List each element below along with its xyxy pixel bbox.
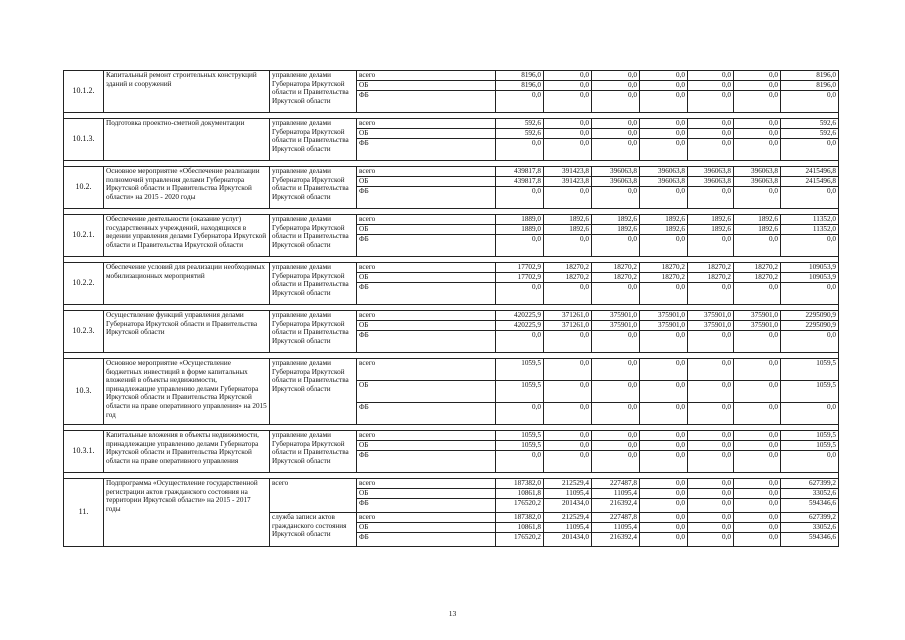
value-year-4: 396063,8: [640, 177, 688, 187]
funding-source: ФБ: [357, 533, 496, 547]
funding-source: всего: [357, 359, 496, 381]
item-number: 10.2.: [64, 167, 104, 209]
value-year-2: 18270,2: [544, 273, 592, 283]
funding-source: ФБ: [357, 331, 496, 353]
value-year-3: 0,0: [592, 129, 640, 139]
value-year-2: 1892,6: [544, 215, 592, 225]
value-year-6: 0,0: [734, 513, 781, 523]
value-year-4: 1892,6: [640, 215, 688, 225]
value-year-3: 375901,0: [592, 321, 640, 331]
value-total: 2295090,9: [781, 311, 839, 321]
value-year-5: 0,0: [688, 91, 734, 113]
value-year-6: 0,0: [734, 403, 781, 425]
value-year-2: 0,0: [544, 91, 592, 113]
item-description: Подпрограмма «Осуществление государственной регистрации актов гражданского состояния на территории Иркутской области» на 2015 - 2017 годы: [104, 479, 270, 547]
responsible-executor: управление делами Губернатора Иркутской области и Правительства Иркутской области: [270, 71, 357, 113]
value-year-4: 0,0: [640, 523, 688, 533]
item-number: 10.2.2.: [64, 263, 104, 305]
value-year-2: 0,0: [544, 235, 592, 257]
value-year-2: 0,0: [544, 441, 592, 451]
value-year-1: 1889,0: [496, 225, 544, 235]
value-total: 0,0: [781, 139, 839, 161]
value-total: 109053,9: [781, 263, 839, 273]
budget-table-body: [64, 71, 839, 547]
value-year-5: 0,0: [688, 283, 734, 305]
value-year-4: 0,0: [640, 451, 688, 473]
value-year-6: 1892,6: [734, 215, 781, 225]
item-description: Подготовка проектно-сметной документации: [104, 119, 270, 161]
value-year-5: 0,0: [688, 479, 734, 489]
funding-source: всего: [357, 71, 496, 81]
value-year-2: 212529,4: [544, 479, 592, 489]
value-year-2: 201434,0: [544, 499, 592, 513]
value-year-4: 0,0: [640, 489, 688, 499]
value-year-1: 592,6: [496, 129, 544, 139]
value-year-5: 375901,0: [688, 321, 734, 331]
value-total: 2415496,8: [781, 167, 839, 177]
value-year-6: 18270,2: [734, 273, 781, 283]
value-total: 592,6: [781, 129, 839, 139]
funding-source: ОБ: [357, 441, 496, 451]
value-year-5: 0,0: [688, 533, 734, 547]
value-year-2: 0,0: [544, 119, 592, 129]
funding-source: ОБ: [357, 523, 496, 533]
value-total: 0,0: [781, 235, 839, 257]
value-total: 0,0: [781, 91, 839, 113]
funding-source: ОБ: [357, 489, 496, 499]
table-row: [64, 167, 839, 177]
value-year-3: 0,0: [592, 359, 640, 381]
value-year-3: 227487,8: [592, 479, 640, 489]
value-year-1: 0,0: [496, 403, 544, 425]
value-year-5: 0,0: [688, 381, 734, 403]
value-year-6: 0,0: [734, 119, 781, 129]
funding-source: ОБ: [357, 381, 496, 403]
item-number: 10.1.3.: [64, 119, 104, 161]
item-number: 10.1.2.: [64, 71, 104, 113]
value-year-2: 0,0: [544, 187, 592, 209]
value-year-5: 0,0: [688, 81, 734, 91]
value-year-6: 18270,2: [734, 263, 781, 273]
value-year-4: 0,0: [640, 139, 688, 161]
value-year-4: 0,0: [640, 403, 688, 425]
value-year-3: 0,0: [592, 441, 640, 451]
value-year-5: 0,0: [688, 139, 734, 161]
funding-source: всего: [357, 167, 496, 177]
value-year-2: 0,0: [544, 381, 592, 403]
value-year-4: 0,0: [640, 381, 688, 403]
funding-source: ОБ: [357, 129, 496, 139]
value-total: 594346,6: [781, 533, 839, 547]
funding-source: ФБ: [357, 403, 496, 425]
value-year-3: 216392,4: [592, 533, 640, 547]
value-year-2: 0,0: [544, 431, 592, 441]
funding-source: ОБ: [357, 225, 496, 235]
funding-source: ОБ: [357, 177, 496, 187]
value-total: 8196,0: [781, 71, 839, 81]
value-year-1: 592,6: [496, 119, 544, 129]
value-year-1: 8196,0: [496, 71, 544, 81]
value-year-1: 176520,2: [496, 499, 544, 513]
value-year-4: 0,0: [640, 81, 688, 91]
value-total: 1059,5: [781, 431, 839, 441]
value-year-5: 0,0: [688, 403, 734, 425]
value-year-3: 0,0: [592, 91, 640, 113]
value-year-6: 0,0: [734, 479, 781, 489]
budget-table: [63, 70, 839, 547]
value-year-5: 1892,6: [688, 225, 734, 235]
value-year-1: 0,0: [496, 187, 544, 209]
value-year-1: 1059,5: [496, 381, 544, 403]
value-year-1: 0,0: [496, 139, 544, 161]
value-year-2: 201434,0: [544, 533, 592, 547]
value-year-3: 0,0: [592, 331, 640, 353]
funding-source: ФБ: [357, 235, 496, 257]
value-year-4: 0,0: [640, 431, 688, 441]
item-description: Основное мероприятие «Осуществление бюджетных инвестиций в форме капитальных вложений в объекты недвижимости, принадлежащие управлению делами Губернатора Иркутской области и Правительства Иркутской области на праве оперативного управления» на 2015 год: [104, 359, 270, 425]
value-year-4: 18270,2: [640, 273, 688, 283]
table-row: [64, 479, 839, 489]
value-year-3: 0,0: [592, 71, 640, 81]
item-number: 10.2.3.: [64, 311, 104, 353]
value-year-4: 0,0: [640, 499, 688, 513]
responsible-executor: управление делами Губернатора Иркутской области и Правительства Иркутской области: [270, 215, 357, 257]
value-year-4: 0,0: [640, 187, 688, 209]
funding-source: всего: [357, 479, 496, 489]
item-description: Капитальные вложения в объекты недвижимости, принадлежащие управлению делами Губернатора Иркутской области и Правительства Иркутской области на праве оперативного управления: [104, 431, 270, 473]
value-total: 1059,5: [781, 441, 839, 451]
table-row: [64, 431, 839, 441]
value-year-2: 18270,2: [544, 263, 592, 273]
value-year-4: 0,0: [640, 479, 688, 489]
value-year-6: 0,0: [734, 129, 781, 139]
table-row: [64, 263, 839, 273]
value-year-1: 0,0: [496, 235, 544, 257]
value-year-6: 0,0: [734, 533, 781, 547]
value-year-5: 0,0: [688, 359, 734, 381]
value-year-2: 11095,4: [544, 489, 592, 499]
value-total: 2295090,9: [781, 321, 839, 331]
value-total: 1059,5: [781, 359, 839, 381]
value-year-2: 0,0: [544, 71, 592, 81]
value-year-6: 0,0: [734, 489, 781, 499]
item-number: 10.3.1.: [64, 431, 104, 473]
value-year-4: 0,0: [640, 331, 688, 353]
value-year-1: 1059,5: [496, 441, 544, 451]
funding-source: ОБ: [357, 81, 496, 91]
value-year-2: 391423,8: [544, 167, 592, 177]
value-year-4: 375901,0: [640, 321, 688, 331]
value-year-4: 0,0: [640, 129, 688, 139]
value-year-2: 0,0: [544, 129, 592, 139]
value-year-4: 0,0: [640, 235, 688, 257]
table-row: [64, 71, 839, 81]
value-year-1: 10861,8: [496, 523, 544, 533]
value-year-2: 371261,0: [544, 311, 592, 321]
value-year-5: 0,0: [688, 513, 734, 523]
value-year-5: 375901,0: [688, 311, 734, 321]
value-year-5: 0,0: [688, 129, 734, 139]
value-year-5: 18270,2: [688, 273, 734, 283]
responsible-executor: служба записи актов гражданского состояния Иркутской области: [270, 513, 357, 547]
value-year-2: 0,0: [544, 331, 592, 353]
value-year-3: 0,0: [592, 403, 640, 425]
value-year-1: 0,0: [496, 91, 544, 113]
funding-source: ФБ: [357, 187, 496, 209]
value-year-2: 0,0: [544, 283, 592, 305]
value-year-4: 0,0: [640, 533, 688, 547]
value-year-3: 227487,8: [592, 513, 640, 523]
value-total: 11352,0: [781, 215, 839, 225]
funding-source: ФБ: [357, 91, 496, 113]
value-year-1: 17702,9: [496, 263, 544, 273]
value-year-6: 0,0: [734, 187, 781, 209]
value-total: 2415496,8: [781, 177, 839, 187]
value-year-5: 396063,8: [688, 177, 734, 187]
value-year-2: 0,0: [544, 359, 592, 381]
value-total: 0,0: [781, 187, 839, 209]
funding-source: ФБ: [357, 499, 496, 513]
funding-source: ФБ: [357, 139, 496, 161]
value-year-3: 0,0: [592, 139, 640, 161]
value-year-6: 375901,0: [734, 321, 781, 331]
responsible-executor: управление делами Губернатора Иркутской области и Правительства Иркутской области: [270, 359, 357, 425]
value-year-1: 187382,0: [496, 513, 544, 523]
value-year-5: 18270,2: [688, 263, 734, 273]
funding-source: ОБ: [357, 273, 496, 283]
value-year-6: 0,0: [734, 381, 781, 403]
item-number: 10.3.: [64, 359, 104, 425]
value-year-5: 0,0: [688, 119, 734, 129]
table-row: [64, 359, 839, 381]
item-description: Основное мероприятие «Обеспечение реализации полномочий управления делами Губернатора Иркутской области и Правительства Иркутской области» на 2015 - 2020 годы: [104, 167, 270, 209]
funding-source: всего: [357, 263, 496, 273]
value-year-6: 0,0: [734, 331, 781, 353]
value-total: 0,0: [781, 283, 839, 305]
value-year-5: 0,0: [688, 71, 734, 81]
page-number: 13: [448, 609, 457, 618]
responsible-executor: управление делами Губернатора Иркутской области и Правительства Иркутской области: [270, 263, 357, 305]
value-year-2: 0,0: [544, 451, 592, 473]
value-year-1: 439817,8: [496, 167, 544, 177]
responsible-executor: управление делами Губернатора Иркутской области и Правительства Иркутской области: [270, 167, 357, 209]
value-year-2: 11095,4: [544, 523, 592, 533]
item-number: 10.2.1.: [64, 215, 104, 257]
value-year-3: 396063,8: [592, 167, 640, 177]
value-total: 594346,6: [781, 499, 839, 513]
funding-source: ФБ: [357, 283, 496, 305]
funding-source: всего: [357, 513, 496, 523]
value-year-6: 0,0: [734, 81, 781, 91]
funding-source: ФБ: [357, 451, 496, 473]
value-total: 627399,2: [781, 479, 839, 489]
value-total: 0,0: [781, 451, 839, 473]
value-year-5: 1892,6: [688, 215, 734, 225]
value-year-6: 396063,8: [734, 167, 781, 177]
value-year-3: 375901,0: [592, 311, 640, 321]
responsible-executor: управление делами Губернатора Иркутской области и Правительства Иркутской области: [270, 119, 357, 161]
item-description: Капитальный ремонт строительных конструкций зданий и сооружений: [104, 71, 270, 113]
value-year-3: 0,0: [592, 431, 640, 441]
value-total: 1059,5: [781, 381, 839, 403]
value-total: 0,0: [781, 331, 839, 353]
value-year-1: 8196,0: [496, 81, 544, 91]
value-year-2: 212529,4: [544, 513, 592, 523]
value-year-6: 0,0: [734, 431, 781, 441]
value-year-3: 11095,4: [592, 523, 640, 533]
value-year-5: 0,0: [688, 451, 734, 473]
value-year-3: 0,0: [592, 283, 640, 305]
value-year-6: 375901,0: [734, 311, 781, 321]
value-year-3: 0,0: [592, 381, 640, 403]
value-total: 33052,6: [781, 523, 839, 533]
item-number: 11.: [64, 479, 104, 547]
value-year-1: 1059,5: [496, 431, 544, 441]
value-year-3: 216392,4: [592, 499, 640, 513]
value-year-5: 396063,8: [688, 167, 734, 177]
value-year-4: 0,0: [640, 71, 688, 81]
funding-source: всего: [357, 311, 496, 321]
value-year-6: 0,0: [734, 91, 781, 113]
value-year-3: 396063,8: [592, 177, 640, 187]
value-year-3: 18270,2: [592, 273, 640, 283]
value-year-6: 0,0: [734, 441, 781, 451]
value-total: 109053,9: [781, 273, 839, 283]
item-description: Обеспечение деятельности (оказание услуг) государственных учреждений, находящихся в ведении управления делами Губернатора Иркутской области и Правительства Иркутской области: [104, 215, 270, 257]
value-year-4: 375901,0: [640, 311, 688, 321]
responsible-executor: управление делами Губернатора Иркутской области и Правительства Иркутской области: [270, 431, 357, 473]
value-year-4: 0,0: [640, 441, 688, 451]
value-year-1: 0,0: [496, 451, 544, 473]
value-total: 0,0: [781, 403, 839, 425]
value-year-5: 0,0: [688, 235, 734, 257]
value-year-2: 371261,0: [544, 321, 592, 331]
value-year-3: 18270,2: [592, 263, 640, 273]
value-year-6: 1892,6: [734, 225, 781, 235]
value-year-4: 18270,2: [640, 263, 688, 273]
value-total: 627399,2: [781, 513, 839, 523]
item-description: Осуществление функций управления делами Губернатора Иркутской области и Правительства Иркутской области: [104, 311, 270, 353]
value-year-1: 1059,5: [496, 359, 544, 381]
value-year-5: 0,0: [688, 489, 734, 499]
value-year-4: 0,0: [640, 119, 688, 129]
table-row: [64, 311, 839, 321]
value-year-6: 0,0: [734, 139, 781, 161]
value-year-1: 17702,9: [496, 273, 544, 283]
value-year-3: 0,0: [592, 187, 640, 209]
value-year-4: 1892,6: [640, 225, 688, 235]
value-year-5: 0,0: [688, 523, 734, 533]
value-year-3: 0,0: [592, 119, 640, 129]
value-year-4: 0,0: [640, 359, 688, 381]
funding-source: ОБ: [357, 321, 496, 331]
table-row: [64, 215, 839, 225]
value-total: 11352,0: [781, 225, 839, 235]
value-year-6: 0,0: [734, 283, 781, 305]
funding-source: всего: [357, 215, 496, 225]
value-total: 33052,6: [781, 489, 839, 499]
value-year-4: 0,0: [640, 91, 688, 113]
value-year-5: 0,0: [688, 331, 734, 353]
value-total: 8196,0: [781, 81, 839, 91]
value-year-3: 0,0: [592, 81, 640, 91]
value-total: 592,6: [781, 119, 839, 129]
value-year-6: 396063,8: [734, 177, 781, 187]
value-year-1: 420225,9: [496, 311, 544, 321]
value-year-3: 11095,4: [592, 489, 640, 499]
value-year-4: 0,0: [640, 283, 688, 305]
value-year-6: 0,0: [734, 451, 781, 473]
value-year-1: 439817,8: [496, 177, 544, 187]
table-row: [64, 119, 839, 129]
value-year-2: 0,0: [544, 81, 592, 91]
value-year-3: 0,0: [592, 235, 640, 257]
value-year-6: 0,0: [734, 235, 781, 257]
responsible-executor: управление делами Губернатора Иркутской области и Правительства Иркутской области: [270, 311, 357, 353]
value-year-1: 0,0: [496, 283, 544, 305]
value-year-1: 0,0: [496, 331, 544, 353]
value-year-6: 0,0: [734, 523, 781, 533]
value-year-5: 0,0: [688, 441, 734, 451]
value-year-2: 0,0: [544, 403, 592, 425]
value-year-5: 0,0: [688, 187, 734, 209]
funding-source: всего: [357, 431, 496, 441]
responsible-executor: всего: [270, 479, 357, 513]
value-year-3: 0,0: [592, 451, 640, 473]
value-year-5: 0,0: [688, 431, 734, 441]
value-year-5: 0,0: [688, 499, 734, 513]
value-year-1: 10861,8: [496, 489, 544, 499]
value-year-3: 1892,6: [592, 215, 640, 225]
value-year-1: 187382,0: [496, 479, 544, 489]
value-year-2: 391423,8: [544, 177, 592, 187]
value-year-2: 0,0: [544, 139, 592, 161]
value-year-6: 0,0: [734, 71, 781, 81]
value-year-1: 1889,0: [496, 215, 544, 225]
value-year-6: 0,0: [734, 499, 781, 513]
value-year-4: 0,0: [640, 513, 688, 523]
item-description: Обеспечение условий для реализации необходимых мобилизационных мероприятий: [104, 263, 270, 305]
value-year-4: 396063,8: [640, 167, 688, 177]
value-year-2: 1892,6: [544, 225, 592, 235]
funding-source: всего: [357, 119, 496, 129]
value-year-3: 1892,6: [592, 225, 640, 235]
value-year-1: 176520,2: [496, 533, 544, 547]
value-year-1: 420225,9: [496, 321, 544, 331]
value-year-6: 0,0: [734, 359, 781, 381]
